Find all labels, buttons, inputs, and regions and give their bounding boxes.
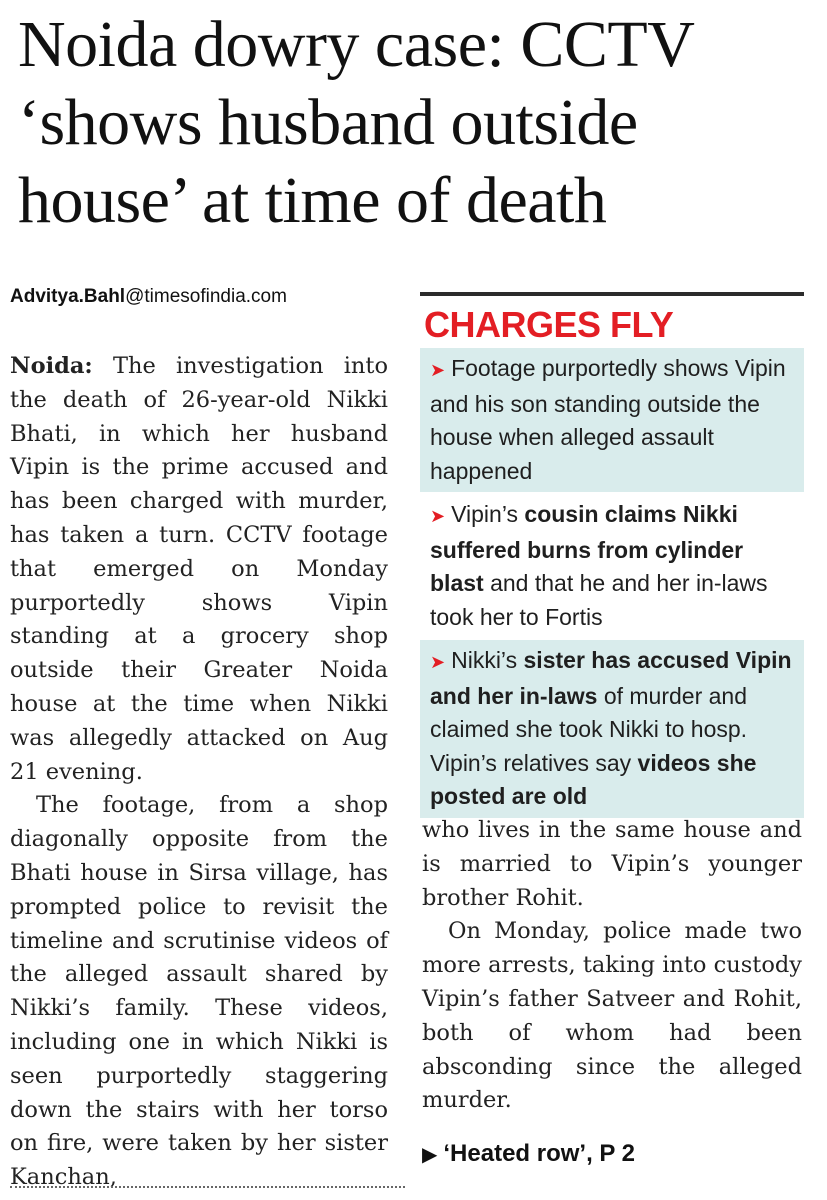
point-3-text-bold-2: videos she posted are old [430,749,757,809]
headline [18,6,818,240]
play-triangle-icon: ▶ [422,1144,438,1166]
charges-fly-sidebox [420,292,804,820]
headline-line-3: house’ at time of death [18,164,607,237]
arrow-icon: ➤ [430,360,446,380]
article-column-2 [422,814,802,1118]
article-paragraph-1 [10,350,388,789]
point-3-text-bold-1: sister has accused Vipin and her in-laws [430,647,792,709]
headline-line-2: ‘shows husband outside [18,86,638,159]
point-3-text-a: Nikki’s [451,647,524,673]
dateline: Noida: [10,353,93,379]
arrow-icon: ➤ [430,506,446,526]
point-2-text-a: Vipin’s [451,501,525,527]
byline-author: Advitya.Bahl [10,286,126,307]
paragraph-1-text: The investigation into the death of 26-year-old Nikki Bhati, in which her husband Vipin is the prime accused and has been charged with murder, has taken a turn. CCTV footage that emerged on Monday purportedly shows Vipin standing at a grocery shop outside their Greater Noida house at the time when Nikki was allegedly attacked on Aug 21 evening. [10,353,389,785]
sidebox-point-2 [420,494,804,640]
article-column-1 [10,350,388,1195]
article-paragraph-3: On Monday, police made two more arrests, taking into custody Vipin’s father Satveer and Rohit, both of whom had been absconding since the alleged murder. [422,918,802,1114]
byline-domain: @timesofindia.com [125,286,287,307]
point-2-text-bold: cousin claims Nikki suffered burns from cylinder blast [430,501,744,596]
point-3-text-c: of murder and claimed she took Nikki to hosp. Vipin’s relatives say [430,682,748,776]
sidebox-title: CHARGES FLY [424,304,674,345]
dotted-divider [10,1186,405,1188]
jump-page: P 2 [592,1140,636,1167]
sidebox-point-1 [420,348,804,494]
article-paragraph-2-continued: who lives in the same house and is married to Vipin’s younger brother Rohit. [422,817,802,911]
continued-on-page-link[interactable] [422,1140,635,1168]
jump-label: ‘Heated row’, [443,1140,593,1167]
article-paragraph-2: The footage, from a shop diagonally opposite from the Bhati house in Sirsa village, has prompted police to revisit the timeline and scrutinise videos of the alleged assault shared by Nikki’s family. These videos, including one in which Nikki is seen purportedly staggering down the stairs with her torso on fire, were taken by her sister Kanchan, [10,792,388,1191]
point-1-text: Footage purportedly shows Vipin and his son standing outside the house when alleged assault happened [430,355,786,484]
byline [10,286,287,308]
sidebox-point-3 [420,640,804,820]
point-2-text-c: and that he and her in-laws took her to Fortis [430,570,768,630]
headline-line-1: Noida dowry case: CCTV [18,8,695,81]
arrow-icon: ➤ [430,652,446,672]
